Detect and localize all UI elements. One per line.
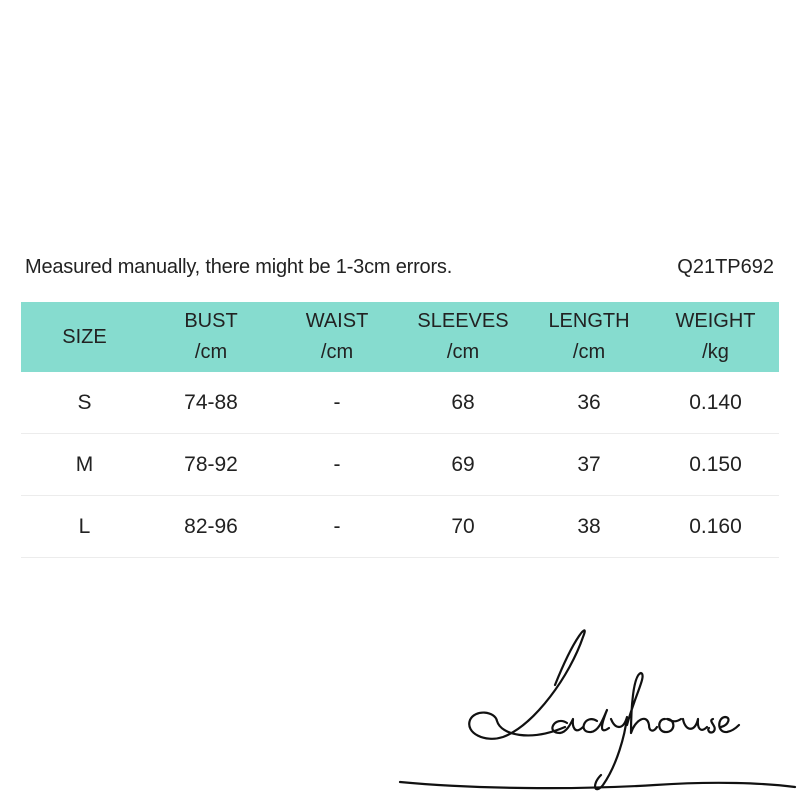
cell-waist: - [274, 434, 400, 496]
header-label: LENGTH [548, 310, 630, 332]
header-length [526, 302, 652, 372]
header-unit: /cm [194, 341, 228, 363]
cell-sleeves: 70 [400, 496, 526, 558]
header-label: WEIGHT [675, 310, 756, 332]
header-bust [148, 302, 274, 372]
header-waist [274, 302, 400, 372]
measurement-note: Measured manually, there might be 1-3cm errors. [25, 256, 453, 278]
table-header-row [21, 302, 779, 372]
cell-waist: - [274, 372, 400, 434]
header-unit: /cm [446, 341, 480, 363]
header-label: WAIST [305, 310, 369, 332]
cell-waist: - [274, 496, 400, 558]
header-weight [652, 302, 779, 372]
cell-length: 36 [526, 372, 652, 434]
header-unit: /kg [702, 341, 729, 363]
cell-size: M [21, 434, 148, 496]
brand-logo [395, 615, 800, 800]
header-unit: /cm [320, 341, 354, 363]
header-label: SIZE [62, 325, 107, 348]
cell-weight: 0.150 [652, 434, 779, 496]
cell-size: S [21, 372, 148, 434]
header-size [21, 302, 148, 372]
header-label: SLEEVES [417, 310, 509, 332]
cell-sleeves: 68 [400, 372, 526, 434]
cell-bust: 78-92 [148, 434, 274, 496]
cell-bust: 82-96 [148, 496, 274, 558]
header-label: BUST [184, 310, 238, 332]
table-row [21, 372, 779, 434]
cell-length: 37 [526, 434, 652, 496]
table-row [21, 496, 779, 558]
cell-size: L [21, 496, 148, 558]
table-row [21, 434, 779, 496]
cell-weight: 0.160 [652, 496, 779, 558]
cell-weight: 0.140 [652, 372, 779, 434]
header-unit: /cm [572, 341, 606, 363]
header-sleeves [400, 302, 526, 372]
size-chart-table [21, 302, 779, 558]
cell-sleeves: 69 [400, 434, 526, 496]
cell-length: 38 [526, 496, 652, 558]
cell-bust: 74-88 [148, 372, 274, 434]
product-code: Q21TP692 [677, 256, 774, 278]
